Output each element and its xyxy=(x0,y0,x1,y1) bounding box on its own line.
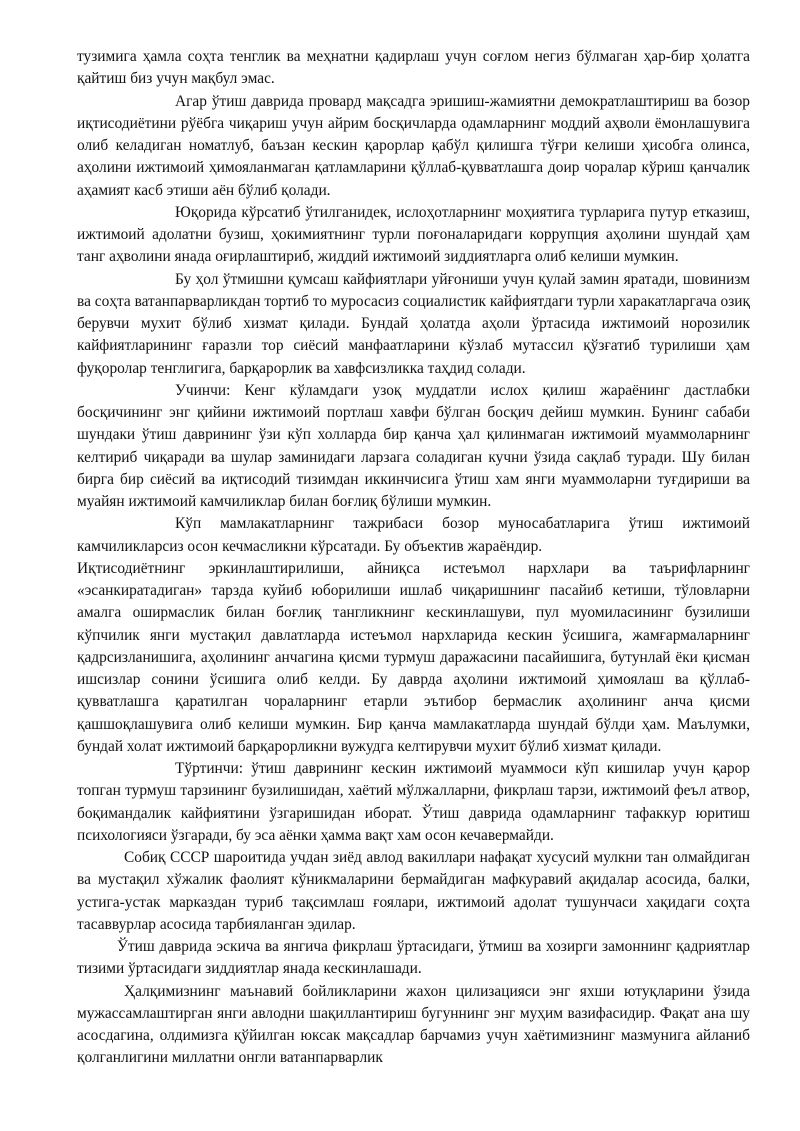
paragraph-11: Ҳалқимизнинг маънавий бойликларини жахон цилизацияси энг яхши ютуқларини ўзида мужассамлаштирган янги авлодни шақиллантириш бугуннинг энг муҳим вазифасидир. Фақат ана шу асосдагина, олдимизга қўйилган юксак мақсадлар барчамиз учун хаётимизнинг мазмунига айланиб қолганлигини миллатни онгли ватанпарварлик xyxy=(77,982,750,1067)
paragraph-7: Иқтисодиётнинг эркинлаштирилиши, айниқса истеъмол нархлари ва таърифларнинг «эсанкиратадиган» тарзда куйиб юборилиши ишлаб чиқаришнинг пасайиб кетиши, тўловларни амалга оширмаслик билан боғлиқ тангликнинг кескинлашуви, пул муомиласининг бузилиши кўпчилик янги мустақил давлатларда истеъмол нархларида кескин ўсишига, жамғармаларнинг қадрсизланишига, аҳолининг анчагина қисми турмуш даражасини пасайишига, бутунлай ёки қисман ишсизлар сонини ўсишига олиб келди. Бу даврда аҳолини ижтимоий ҳимоялаш ва қўллаб-қувватлашга қаратилган чораларнинг етарли эътибор бермаслик аҳолининг анча қисми қашшоқлашувига олиб келиши мумкин. Бир қанча мамлакатларда шундай бўлди ҳам. Маълумки, бундай холат ижтимоий барқарорликни вужудга келтирувчи мухит бўлиб хизмат қилади. xyxy=(77,559,750,755)
document-page xyxy=(77,46,750,1121)
paragraph-6: Кўп мамлакатларнинг тажрибаси бозор муносабатларига ўтиш ижтимоий камчиликларсиз осон кечмасликни кўрсатади. Бу объектив жараёндир. xyxy=(77,515,750,555)
paragraph-9: Собиқ СССР шароитида учдан зиёд авлод вакиллари нафақат хусусий мулкни тан олмайдиган ва мустақил хўжалик фаолият кўникмаларини бермайдиган мафкуравий ақидалар асосида, балки, устига-устак марказдан туриб тақсимлаш ғоялари, ижтимоий адолат тушунчаси хақидаги соҳта тасаввурлар асосида тарбияланган эдилар. xyxy=(77,849,750,933)
paragraph-5: Учинчи: Кенг кўламдаги узоқ муддатли ислох қилиш жараёнинг дастлабки босқичининг энг қийини ижтимоий портлаш хавфи бўлган босқич дейиш мумкин. Бунинг сабаби шундаки ўтиш даврининг ўзи кўп холларда бир қанча ҳал қилинмаган ижтимоий муаммоларнинг келтириб чиқаради ва шулар заминидаги ларзага соладиган кучни ўзида сақлаб туради. Шу билан бирга бир сиёсий ва иқтисодий тизимдан иккинчисига ўтиш хам янги муаммоларни туғдириши ва муайян ижтимоий камчиликлар билан боғлиқ бўлиши мумкин. xyxy=(77,381,750,510)
paragraph-1: тузимига ҳамла соҳта тенглик ва меҳнатни қадирлаш учун соғлом негиз бўлмаган ҳар-бир ҳолатга қайтиш биз учун мақбул эмас. xyxy=(77,48,750,88)
paragraph-8: Тўртинчи: ўтиш даврининг кескин ижтимоий муаммоси кўп кишилар учун қарор топган турмуш тарзининг бузилишидан, хаётий мўлжалларни, фикрлаш тарзи, ижтимоий феъл атвор, боқимандалик кайфиятини ўзгаришидан иборат. Ўтиш даврида одамларнинг тафаккур юритиш психологияси ўзгаради, бу эса аёнки ҳамма вақт хам осон кечавермайди. xyxy=(77,760,750,844)
paragraph-10: Ўтиш даврида эскича ва янгича фикрлаш ўртасидаги, ўтмиш ва хозирги замоннинг қадриятлар тизими ўртасидаги зиддиятлар янада кескинлашади. xyxy=(77,938,750,978)
paragraph-4: Бу ҳол ўтмишни қумсаш кайфиятлари уйғониши учун қулай замин яратади, шовинизм ва соҳта ватанпарварликдан тортиб то муросасиз социалистик кайфиятдаги турли харакатларгача озиқ берувчи мухит бўлиб хизмат қилади. Бундай ҳолатда аҳоли ўртасида ижтимоий норозилик кайфиятларининг ғаразли тор сиёсий манфаатларини кўзлаб мутассил қўзғатиб турилиши ҳам фуқоролар тенглигига, барқарорлик ва хавфсизликка таҳдид солади. xyxy=(77,270,750,377)
paragraph-3: Юқорида кўрсатиб ўтилганидек, ислоҳотларнинг моҳиятига турларига путур етказиш, ижтимоий адолатни бузиш, ҳокимиятнинг турли поғоналаридаги коррупция аҳолини шундай ҳам танг аҳволини янада оғирлаштириб, жиддий ижтимоий зиддиятларга олиб келиши мумкин. xyxy=(77,203,750,266)
paragraph-2: Агар ўтиш даврида провард мақсадга эришиш-жамиятни демократлаштириш ва бозор иқтисодиётини рўёбга чиқариш учун айрим босқичларда одамларнинг моддий аҳволи ёмонлашувига олиб келадиган номатлуб, баъзан кескин қарорлар қабўл қилишга тўғри келиши ҳисобга олинса, аҳолини ижтимоий ҳимояланмаган қатламларини қўллаб-қувватлашга доир чоралар кўриш қанчалик аҳамият касб этиши аён бўлиб қолади. xyxy=(77,92,750,199)
